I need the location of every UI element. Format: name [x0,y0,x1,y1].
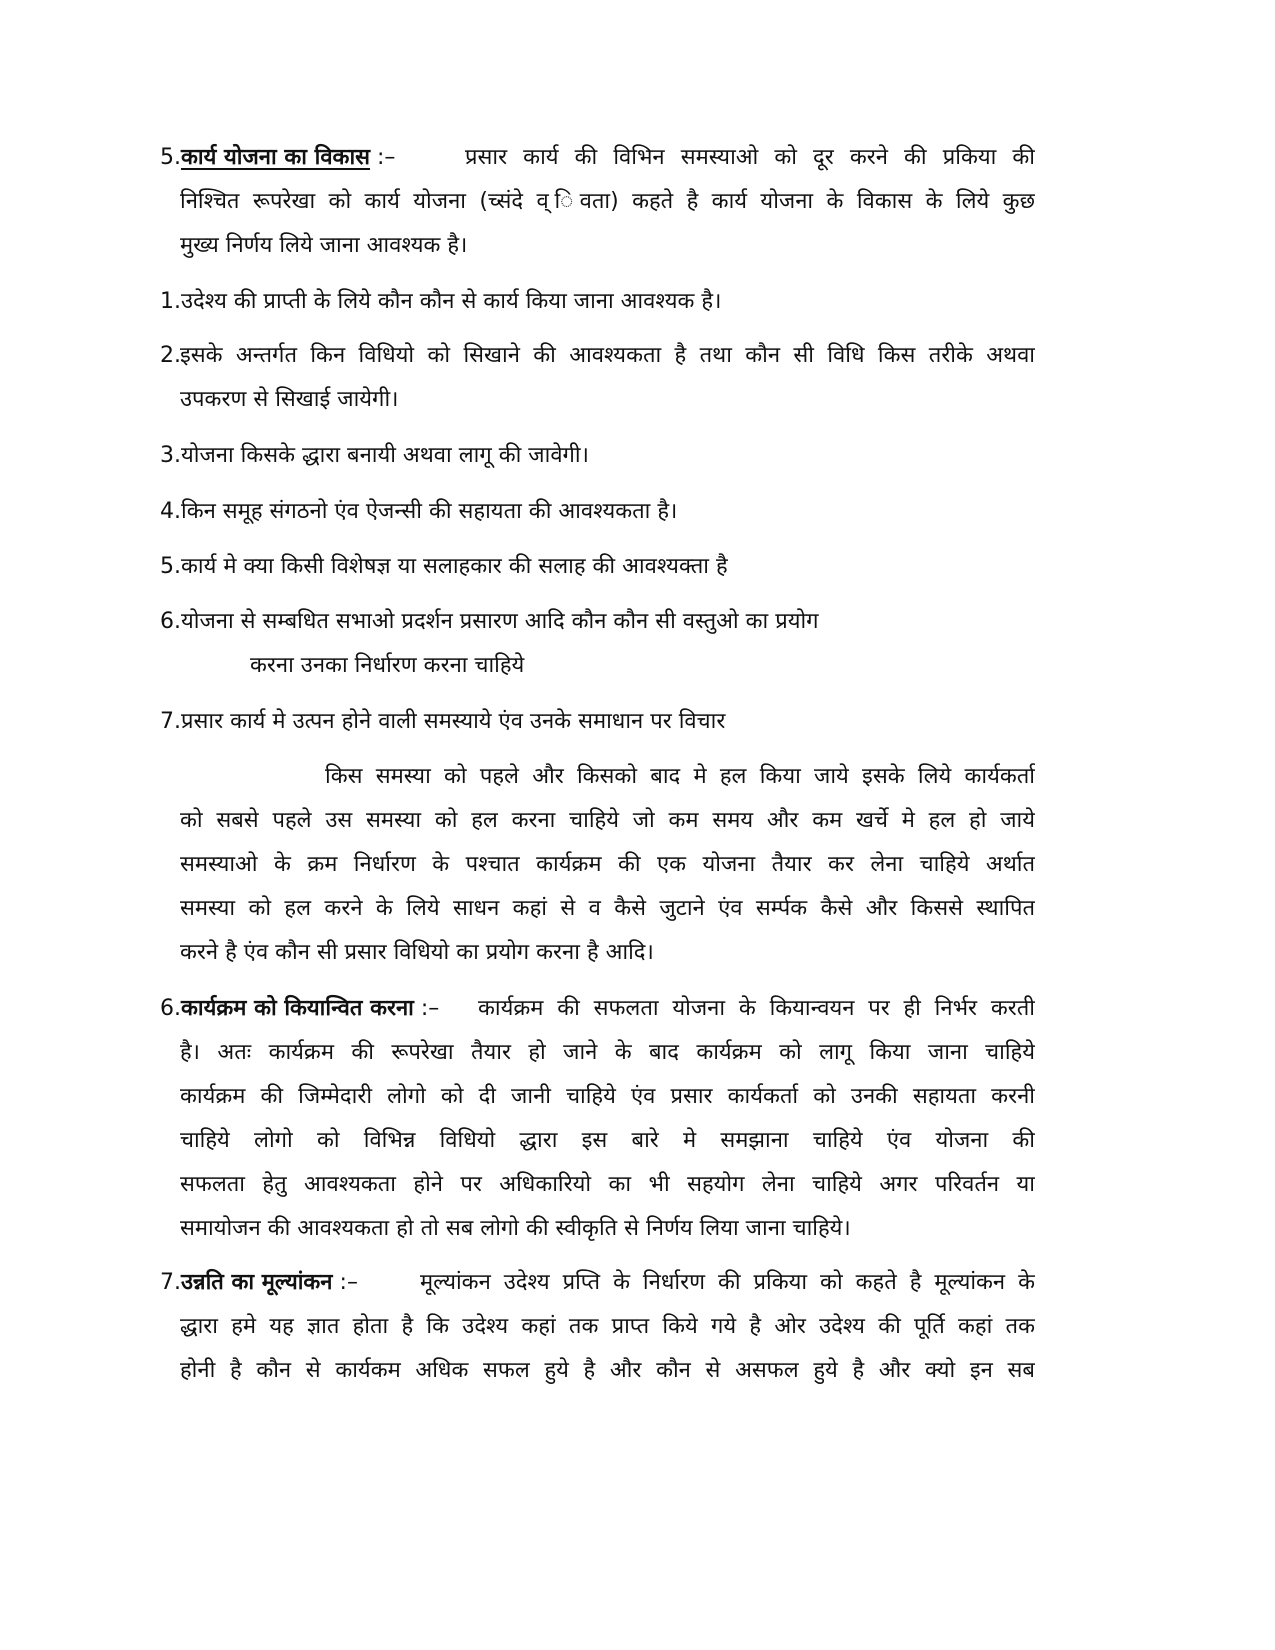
point-7 [160,707,725,737]
section-heading: कार्यक्रम को कियान्वित करना [181,996,414,1021]
point-number: 6. [160,609,181,634]
point-4 [160,497,677,527]
point-text: योजना से सम्बधित सभाओ प्रदर्शन प्रसारण आदि कौन कौन सी वस्तुओ का प्रयोग [181,609,819,634]
section-5-line-2: निश्चित रूपरेखा को कार्य योजना (च्संदे व् िवता) कहते है कार्य योजना के विकास के लिये कुछ [180,189,1035,214]
point-text: प्रसार कार्य मे उत्पन होने वाली समस्याये एंव उनके समाधान पर विचार [181,709,726,734]
paragraph-line-2: को सबसे पहले उस समस्या को हल करना चाहिये जो कम समय और कम खर्चे मे हल हो जाये [180,808,1035,833]
section-number: 5. [160,145,181,170]
section-6-line-6: समायोजन की आवश्यकता हो तो सब लोगो की स्वीकृति से निर्णय लिया जाना चाहिये। [180,1216,851,1241]
section-6-header-line [160,994,439,1024]
section-7-header-line [160,1268,358,1298]
point-2-number: 2. [160,343,181,368]
point-number: 4. [160,499,181,524]
heading-separator: :– [339,1270,358,1295]
section-number: 6. [160,996,181,1021]
point-number: 5. [160,554,181,579]
section-6-line-4: चाहिये लोगो को विभिन्न विधियो द्धारा इस बारे मे समझाना चाहिये एंव योजना की [180,1128,1035,1153]
section-6-line-1: कार्यक्रम की सफलता योजना के कियान्वयन पर ही निर्भर करती [478,996,1035,1021]
section-6-line-5: सफलता हेतु आवश्यकता होने पर अधिकारियो का भी सहयोग लेना चाहिये अगर परिवर्तन या [180,1172,1035,1197]
point-text: किन समूह संगठनो एंव ऐजन्सी की सहायता की आवश्यकता है। [181,499,678,524]
point-number: 3. [160,443,181,468]
point-number: 1. [160,289,181,314]
point-2-text-cont: उपकरण से सिखाई जायेगी। [180,387,399,412]
section-7-line-1: मूल्यांकन उदेश्य प्रप्ति के निर्धारण की प्रकिया को कहते है मूल्यांकन के [420,1270,1035,1295]
point-number: 7. [160,709,181,734]
section-6-line-2: है। अतः कार्यक्रम की रूपरेखा तैयार हो जाने के बाद कार्यक्रम को लागू किया जाना चाहिये [180,1040,1035,1065]
point-text: कार्य मे क्या किसी विशेषज्ञ या सलाहकार की सलाह की आवश्यक्ता है [181,554,728,579]
heading-separator: :– [377,145,396,170]
section-heading: कार्य योजना का विकास [181,145,371,170]
section-5-line-3: मुख्य निर्णय लिये जाना आवश्यक है। [180,233,468,258]
section-7-line-3: होनी है कौन से कार्यकम अधिक सफल हुये है और कौन से असफल हुये है और क्यो इन सब [180,1358,1035,1383]
section-5-line-1: प्रसार कार्य की विभिन समस्याओ को दूर करने की प्रकिया की [465,145,1035,170]
paragraph-line-4: समस्या को हल करने के लिये साधन कहां से व कैसे जुटाने एंव सर्म्पक कैसे और किससे स्थापित [180,896,1035,921]
section-6-line-3: कार्यक्रम की जिम्मेदारी लोगो को दी जानी चाहिये एंव प्रसार कार्यकर्ता को उनकी सहायता करनी [180,1084,1035,1109]
point-3 [160,441,589,471]
point-2-text: इसके अन्तर्गत किन विधियो को सिखाने की आवश्यकता है तथा कौन सी विधि किस तरीके अथवा [180,343,1035,368]
paragraph-line-1: किस समस्या को पहले और किसको बाद मे हल किया जाये इसके लिये कार्यकर्ता [325,764,1035,789]
paragraph-line-5: करने है एंव कौन सी प्रसार विधियो का प्रयोग करना है आदि। [180,940,654,965]
point-6-text-cont: करना उनका निर्धारण करना चाहिये [250,653,525,678]
section-7-line-2: द्धारा हमे यह ज्ञात होता है कि उदेश्य कहां तक प्राप्त किये गये है ओर उदेश्य की पूर्ति कहां तक [180,1314,1035,1339]
point-1 [160,287,721,317]
section-number: 7. [160,1270,181,1295]
paragraph-line-3: समस्याओ के क्रम निर्धारण के पश्चात कार्यक्रम की एक योजना तैयार कर लेना चाहिये अर्थात [180,852,1035,877]
point-text: उदेश्य की प्राप्ती के लिये कौन कौन से कार्य किया जाना आवश्यक है। [181,289,722,314]
point-6 [160,607,819,637]
section-5-header-line [160,143,395,173]
point-text: योजना किसके द्धारा बनायी अथवा लागू की जावेगी। [181,443,589,468]
heading-separator: :– [420,996,440,1021]
point-5 [160,552,728,582]
section-heading: उन्नति का मूल्यांकन [181,1270,333,1295]
